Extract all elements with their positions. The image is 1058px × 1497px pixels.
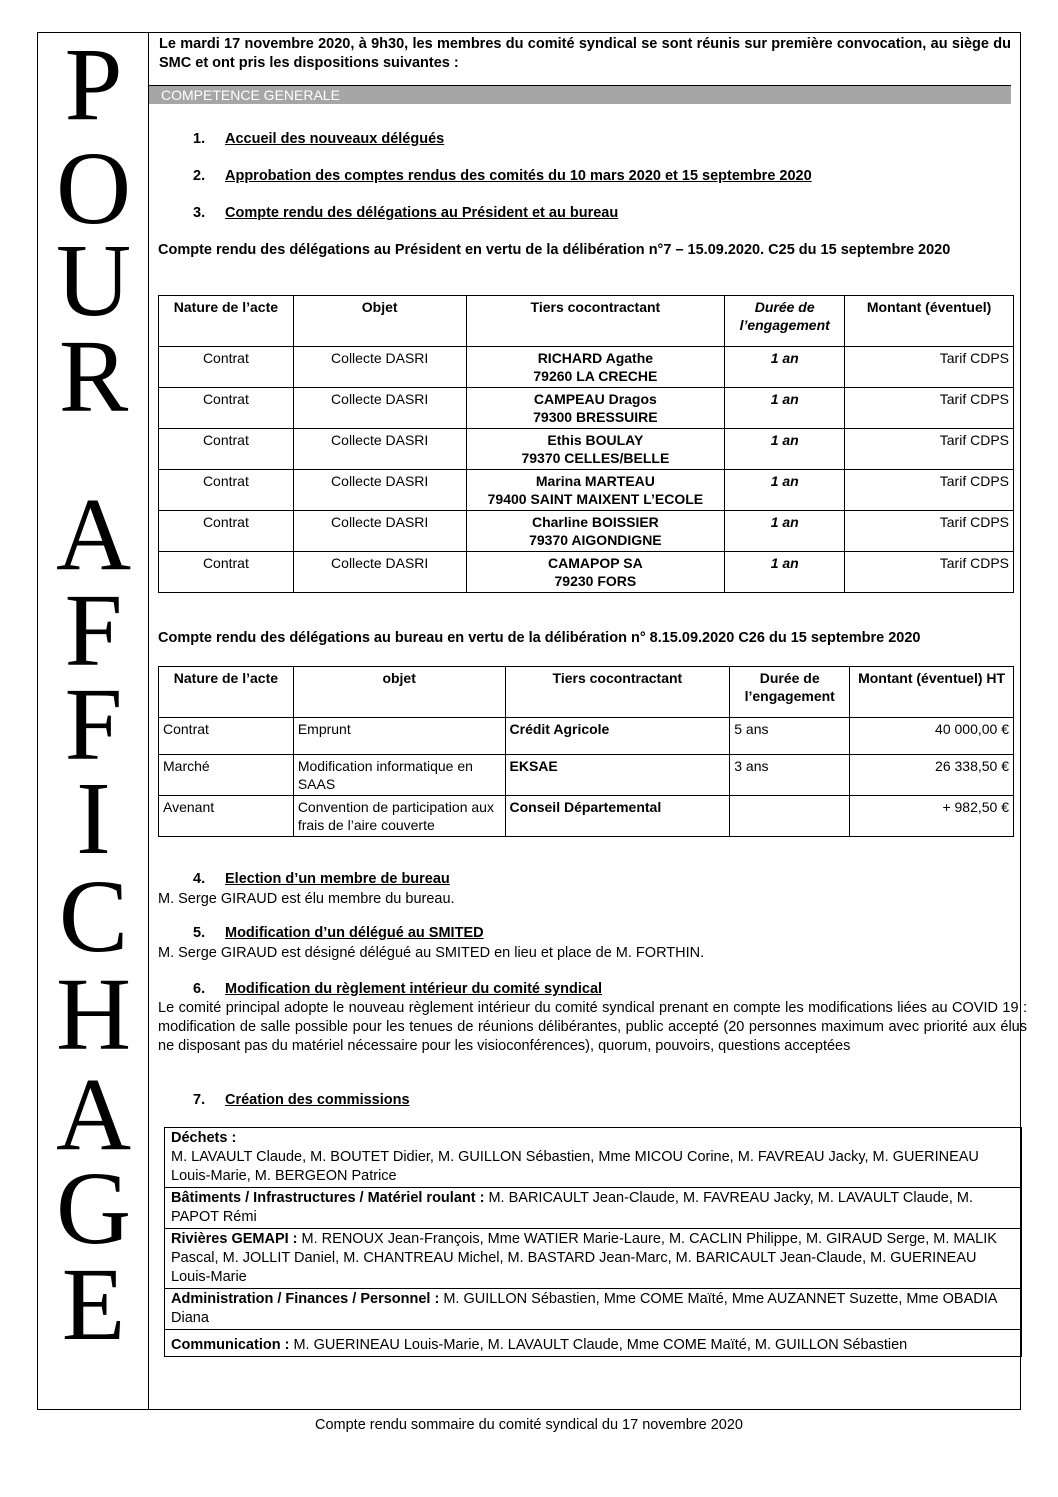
cell-objet: Collecte DASRI xyxy=(293,511,466,552)
table-row xyxy=(159,511,1014,552)
tiers-name: Charline BOISSIER xyxy=(531,514,659,530)
commission-dechets xyxy=(165,1128,1021,1188)
item-1 xyxy=(193,131,444,147)
commission-members: M. GUERINEAU Louis-Marie, M. LAVAULT Claude, Mme COME Maïté, M. GUILLON Sébastien xyxy=(293,1337,908,1353)
cell-tiers xyxy=(466,388,725,429)
commissions-box xyxy=(164,1127,1022,1357)
item-number: 5. xyxy=(193,925,206,941)
table-row xyxy=(159,552,1014,593)
commission-administration xyxy=(165,1289,1021,1330)
tiers-name: RICHARD Agathe xyxy=(537,350,654,366)
commission-communication xyxy=(165,1330,1021,1356)
item-title: Modification du règlement intérieur du comité syndical xyxy=(225,981,603,997)
commission-label: Déchets : xyxy=(171,1130,237,1146)
item-5 xyxy=(193,925,484,941)
item-3 xyxy=(193,205,618,221)
cell-tiers xyxy=(466,470,725,511)
col-header: Objet xyxy=(293,296,466,347)
banner-letter: G xyxy=(55,1151,132,1266)
item-number: 3. xyxy=(193,205,206,221)
cell-nature: Contrat xyxy=(159,470,294,511)
table-row xyxy=(159,755,1014,796)
tiers-name: Ethis BOULAY xyxy=(547,432,644,448)
cell-duree: 1 an xyxy=(725,347,845,388)
cell-tiers: EKSAE xyxy=(505,755,730,796)
item-title: Approbation des comptes rendus des comités du 10 mars 2020 et 15 septembre 2020 xyxy=(225,168,812,184)
cell-objet: Modification informatique en SAAS xyxy=(293,755,505,796)
table-row xyxy=(159,470,1014,511)
bureau-table xyxy=(158,666,1014,837)
tiers-city: 79230 FORS xyxy=(554,573,637,589)
vertical-banner xyxy=(38,27,149,1409)
item-number: 1. xyxy=(193,131,206,147)
commission-members: M. GUILLON Sébastien, Mme COME Maïté, Mme AUZANNET Suzette, Mme OBADIA Diana xyxy=(171,1291,997,1326)
cell-tiers xyxy=(466,429,725,470)
cell-nature: Contrat xyxy=(159,347,294,388)
cell-tiers: Conseil Départemental xyxy=(505,796,730,837)
cell-duree: 1 an xyxy=(725,511,845,552)
cell-nature: Contrat xyxy=(159,388,294,429)
cell-duree: 1 an xyxy=(725,470,845,511)
cell-nature: Marché xyxy=(159,755,294,796)
cell-montant: + 982,50 € xyxy=(850,796,1014,837)
col-header: Durée de l’engagement xyxy=(730,667,850,718)
cell-objet: Collecte DASRI xyxy=(293,429,466,470)
item-6 xyxy=(193,981,602,997)
item-number: 7. xyxy=(193,1092,206,1108)
commission-members: M. RENOUX Jean-François, Mme WATIER Marie-Laure, M. CACLIN Philippe, M. GIRAUD Serge, M. MALIK Pascal, M. JOLLIT Daniel, M. CHANTREAU Michel, M. BASTARD Jean-Marc, M. BARICAULT Jean-Claude, M. GUERINEAU Louis-Marie xyxy=(171,1231,997,1285)
cell-objet: Collecte DASRI xyxy=(293,552,466,593)
item-title: Création des commissions xyxy=(225,1092,410,1108)
banner-letter: R xyxy=(58,319,129,434)
tiers-city: 79400 SAINT MAIXENT L’ECOLE xyxy=(487,491,704,507)
banner-letter: C xyxy=(58,859,129,974)
col-header: Montant (éventuel) HT xyxy=(850,667,1014,718)
intro-text: Le mardi 17 novembre 2020, à 9h30, les membres du comité syndical se sont réunis sur première convocation, au siège du SMC et ont pris les dispositions suivantes : xyxy=(159,36,1011,71)
col-header: objet xyxy=(293,667,505,718)
item-number: 2. xyxy=(193,168,206,184)
cell-objet: Emprunt xyxy=(293,718,505,755)
bureau-heading: Compte rendu des délégations au bureau en vertu de la délibération n° 8.15.09.2020 C26 du 15 septembre 2020 xyxy=(158,630,921,646)
cell-objet: Collecte DASRI xyxy=(293,388,466,429)
commission-members: M. BARICAULT Jean-Claude, M. FAVREAU Jacky, M. LAVAULT Claude, M. PAPOT Rémi xyxy=(171,1190,974,1225)
cell-nature: Contrat xyxy=(159,429,294,470)
cell-tiers xyxy=(466,511,725,552)
tiers-name: CAMPEAU Dragos xyxy=(533,391,657,407)
content-area xyxy=(159,33,1011,104)
banner-letter: E xyxy=(61,1247,126,1362)
item-title: Modification d’un délégué au SMITED xyxy=(225,925,484,941)
president-table xyxy=(158,295,1014,593)
cell-montant: Tarif CDPS xyxy=(845,429,1014,470)
item-number: 6. xyxy=(193,981,206,997)
commission-label: Rivières GEMAPI : xyxy=(171,1231,298,1247)
commission-members: M. LAVAULT Claude, M. BOUTET Didier, M. GUILLON Sébastien, Mme MICOU Corine, M. FAVREAU Jacky, M. GUERINEAU Louis-Marie, M. BERGEON Patrice xyxy=(171,1149,979,1184)
item-2 xyxy=(193,168,812,184)
col-header: Nature de l’acte xyxy=(159,296,294,347)
page-footer: Compte rendu sommaire du comité syndical du 17 novembre 2020 xyxy=(315,1417,743,1433)
item-7 xyxy=(193,1092,410,1108)
cell-tiers: Crédit Agricole xyxy=(505,718,730,755)
col-header: Tiers cocontractant xyxy=(505,667,730,718)
cell-duree xyxy=(730,796,850,837)
cell-montant: Tarif CDPS xyxy=(845,511,1014,552)
banner-letter: H xyxy=(55,957,132,1072)
cell-duree: 1 an xyxy=(725,388,845,429)
banner-letter: P xyxy=(64,27,123,142)
cell-montant: 26 338,50 € xyxy=(850,755,1014,796)
cell-nature: Contrat xyxy=(159,552,294,593)
cell-montant: Tarif CDPS xyxy=(845,388,1014,429)
cell-nature: Contrat xyxy=(159,718,294,755)
commission-rivieres xyxy=(165,1229,1021,1289)
cell-duree: 1 an xyxy=(725,552,845,593)
item-title: Election d’un membre de bureau xyxy=(225,871,450,887)
president-heading: Compte rendu des délégations au Président en vertu de la délibération n°7 – 15.09.2020. C25 du 15 septembre 2020 xyxy=(158,242,951,258)
tiers-city: 79300 BRESSUIRE xyxy=(533,409,658,425)
cell-montant: Tarif CDPS xyxy=(845,470,1014,511)
banner-letter: I xyxy=(76,761,111,876)
table-row xyxy=(159,796,1014,837)
cell-tiers xyxy=(466,347,725,388)
table-row xyxy=(159,388,1014,429)
commission-label: Communication : xyxy=(171,1337,290,1353)
cell-tiers xyxy=(466,552,725,593)
banner-letter: A xyxy=(55,477,132,592)
col-header: Montant (éventuel) xyxy=(845,296,1014,347)
item-5-text: M. Serge GIRAUD est désigné délégué au SMITED en lieu et place de M. FORTHIN. xyxy=(158,945,705,961)
commission-label: Administration / Finances / Personnel : xyxy=(171,1291,440,1307)
item-title: Compte rendu des délégations au Président et au bureau xyxy=(225,205,619,221)
tiers-name: CAMAPOP SA xyxy=(548,555,643,571)
section-title: COMPETENCE GENERALE xyxy=(149,85,1011,104)
table-row xyxy=(159,347,1014,388)
cell-objet: Collecte DASRI xyxy=(293,347,466,388)
commission-label: Bâtiments / Infrastructures / Matériel roulant : xyxy=(171,1190,485,1206)
cell-duree: 5 ans xyxy=(730,718,850,755)
cell-nature: Contrat xyxy=(159,511,294,552)
table-header-row xyxy=(159,667,1014,718)
cell-duree: 3 ans xyxy=(730,755,850,796)
tiers-city: 79370 CELLES/BELLE xyxy=(521,450,670,466)
cell-objet: Convention de participation aux frais de l’aire couverte xyxy=(293,796,505,837)
item-title: Accueil des nouveaux délégués xyxy=(225,131,445,147)
cell-objet: Collecte DASRI xyxy=(293,470,466,511)
col-header: Tiers cocontractant xyxy=(466,296,725,347)
cell-montant: 40 000,00 € xyxy=(850,718,1014,755)
col-header: Durée de l’engagement xyxy=(725,296,845,347)
table-row xyxy=(159,429,1014,470)
item-4 xyxy=(193,871,450,887)
table-row xyxy=(159,718,1014,755)
commission-batiments xyxy=(165,1188,1021,1229)
cell-duree: 1 an xyxy=(725,429,845,470)
cell-montant: Tarif CDPS xyxy=(845,347,1014,388)
tiers-city: 79260 LA CRECHE xyxy=(533,368,658,384)
tiers-name: Marina MARTEAU xyxy=(535,473,655,489)
banner-letter: F xyxy=(64,573,123,688)
banner-letter: F xyxy=(64,667,123,782)
cell-nature: Avenant xyxy=(159,796,294,837)
banner-letter: A xyxy=(55,1057,132,1172)
tiers-city: 79370 AIGONDIGNE xyxy=(529,532,662,548)
banner-letter: O xyxy=(55,131,132,246)
table-header-row xyxy=(159,296,1014,347)
item-4-text: M. Serge GIRAUD est élu membre du bureau. xyxy=(158,891,455,907)
col-header: Nature de l’acte xyxy=(159,667,294,718)
item-6-text: Le comité principal adopte le nouveau règlement intérieur du comité syndical prenant en compte les modifications liées au COVID 19 : modification de salle possible pour les tenues de réunions délibérantes, public accepté (20 personnes maximum avec priorité aux élus ne disposant pas du matériel nécessaire pour les visioconférences), quorum, pouvoirs, questions acceptées xyxy=(158,1000,1027,1054)
item-number: 4. xyxy=(193,871,206,887)
banner-letter: U xyxy=(55,223,132,338)
cell-montant: Tarif CDPS xyxy=(845,552,1014,593)
